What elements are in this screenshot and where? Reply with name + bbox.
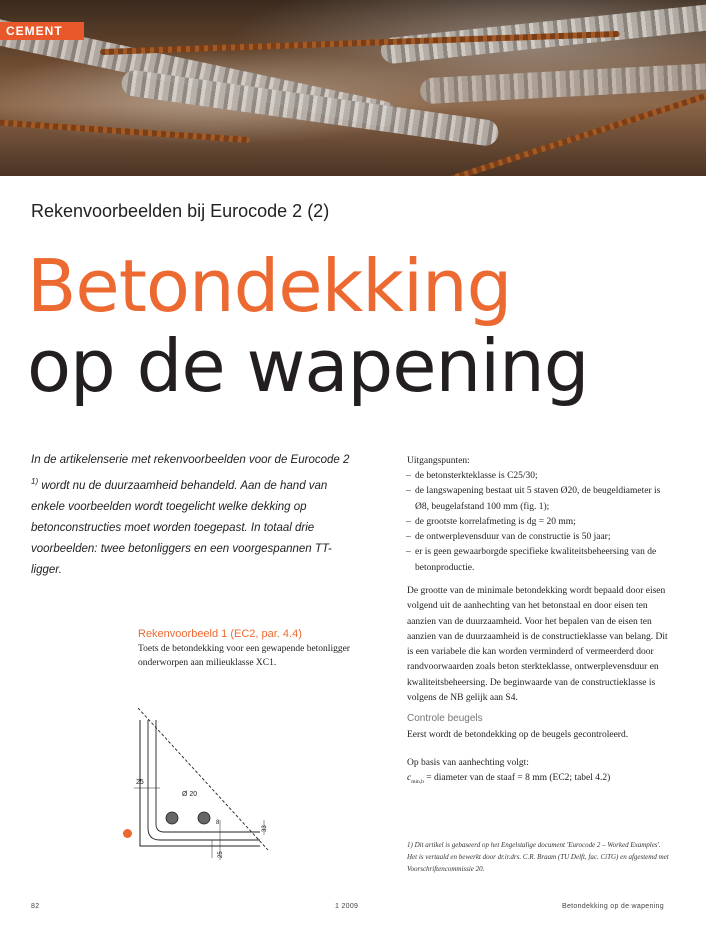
footnote-ref[interactable]: 1)	[31, 477, 39, 486]
title-line-2: op de wapening	[27, 324, 589, 408]
section-heading: Controle beugels	[407, 713, 483, 724]
running-title: Betondekking op de wapening	[562, 903, 664, 910]
basis-text: Op basis van aanhechting volgt:	[407, 758, 529, 768]
cmin-text: = diameter van de staaf = 8 mm (EC2; tabel 4.2)	[423, 773, 611, 783]
intro-text-1: In de artikelenserie met rekenvoorbeelden voor de Eurocode 2	[31, 454, 350, 466]
magazine-logo	[0, 22, 84, 40]
intro-paragraph	[31, 450, 351, 581]
list-item: – de grootste korrelafmeting is dg = 20 mm;	[407, 515, 669, 530]
figure-cross-section	[120, 700, 280, 870]
header-photo	[0, 0, 706, 176]
cmin-subscript: min,b	[411, 778, 424, 785]
example-heading: Rekenvoorbeeld 1 (EC2, par. 4.4)	[138, 628, 302, 640]
page-number: 82	[31, 903, 40, 910]
cmin-formula	[407, 771, 669, 790]
bullet-list	[407, 469, 669, 576]
label-25-bottom: 25	[218, 851, 224, 858]
intro-text-2: wordt nu de duurzaamheid behandeld. Aan de hand van enkele voorbeelden wordt toegelicht welke dekking op betonconstructies moet worden toegepast. In totaal drie voorbeelden: twee betonliggers en een voorgespannen TT-ligger.	[31, 479, 332, 576]
logo-text: CEMENT	[6, 24, 63, 38]
uitgangspunten-label: Uitgangspunten:	[407, 456, 470, 466]
controle-text: Eerst wordt de betondekking op de beugels gecontroleerd.	[407, 730, 629, 740]
list-item: – de ontwerplevensduur van de constructie is 50 jaar;	[407, 530, 669, 545]
label-8: 8	[216, 820, 220, 826]
footnote: 1) Dit artikel is gebaseerd op het Engelstalige document 'Eurocode 2 – Worked Examples'. Het is vertaald en bewerkt door dr.ir.drs. C.R. Braam (TU Delft, fac. CiTG) en afgestemd met Voorschriftencommissie 20.	[407, 841, 669, 873]
list-item: – er is geen gewaarborgde specifieke kwaliteitsbeheersing van de betonproductie.	[407, 545, 669, 576]
series-title: Rekenvoorbeelden bij Eurocode 2 (2)	[31, 201, 330, 221]
rebar-2	[198, 812, 210, 824]
label-33: 33	[262, 825, 268, 832]
cmin-symbol: c	[407, 773, 412, 783]
issue-number: 1 2009	[335, 903, 359, 910]
label-diameter: Ø 20	[182, 791, 198, 798]
list-item: – de langswapening bestaat uit 5 staven Ø20, de beugeldiameter is Ø8, beugelafstand 100 mm (fig. 1);	[407, 484, 669, 515]
body-paragraph: De grootte van de minimale betondekking wordt bepaald door eisen volgend uit de aanhechting van het betonstaal en door eisen ten aanzien van de duurzaamheid. Voor het bepalen van de eisen ten aanzien van de duurzaamheid is de constructieklasse van belang. Dit is een variabele die kan worden verminderd of vermeerderd door randvoorwaarden zoals beton sterkteklasse, ontwerplevensduur en kwaliteitsbeheersing. De beginwaarde van de constructieklasse is volgens de NB gelijk aan S4.	[407, 586, 668, 704]
example-text: Toets de betondekking voor een gewapende betonligger onderworpen aan milieuklasse XC1.	[138, 644, 350, 668]
rebar-1	[166, 812, 178, 824]
title-line-1: Betondekking	[27, 244, 512, 328]
label-25-left: 25	[136, 779, 144, 786]
list-item: – de betonsterkteklasse is C25/30;	[407, 469, 669, 484]
figure-marker	[123, 829, 132, 838]
